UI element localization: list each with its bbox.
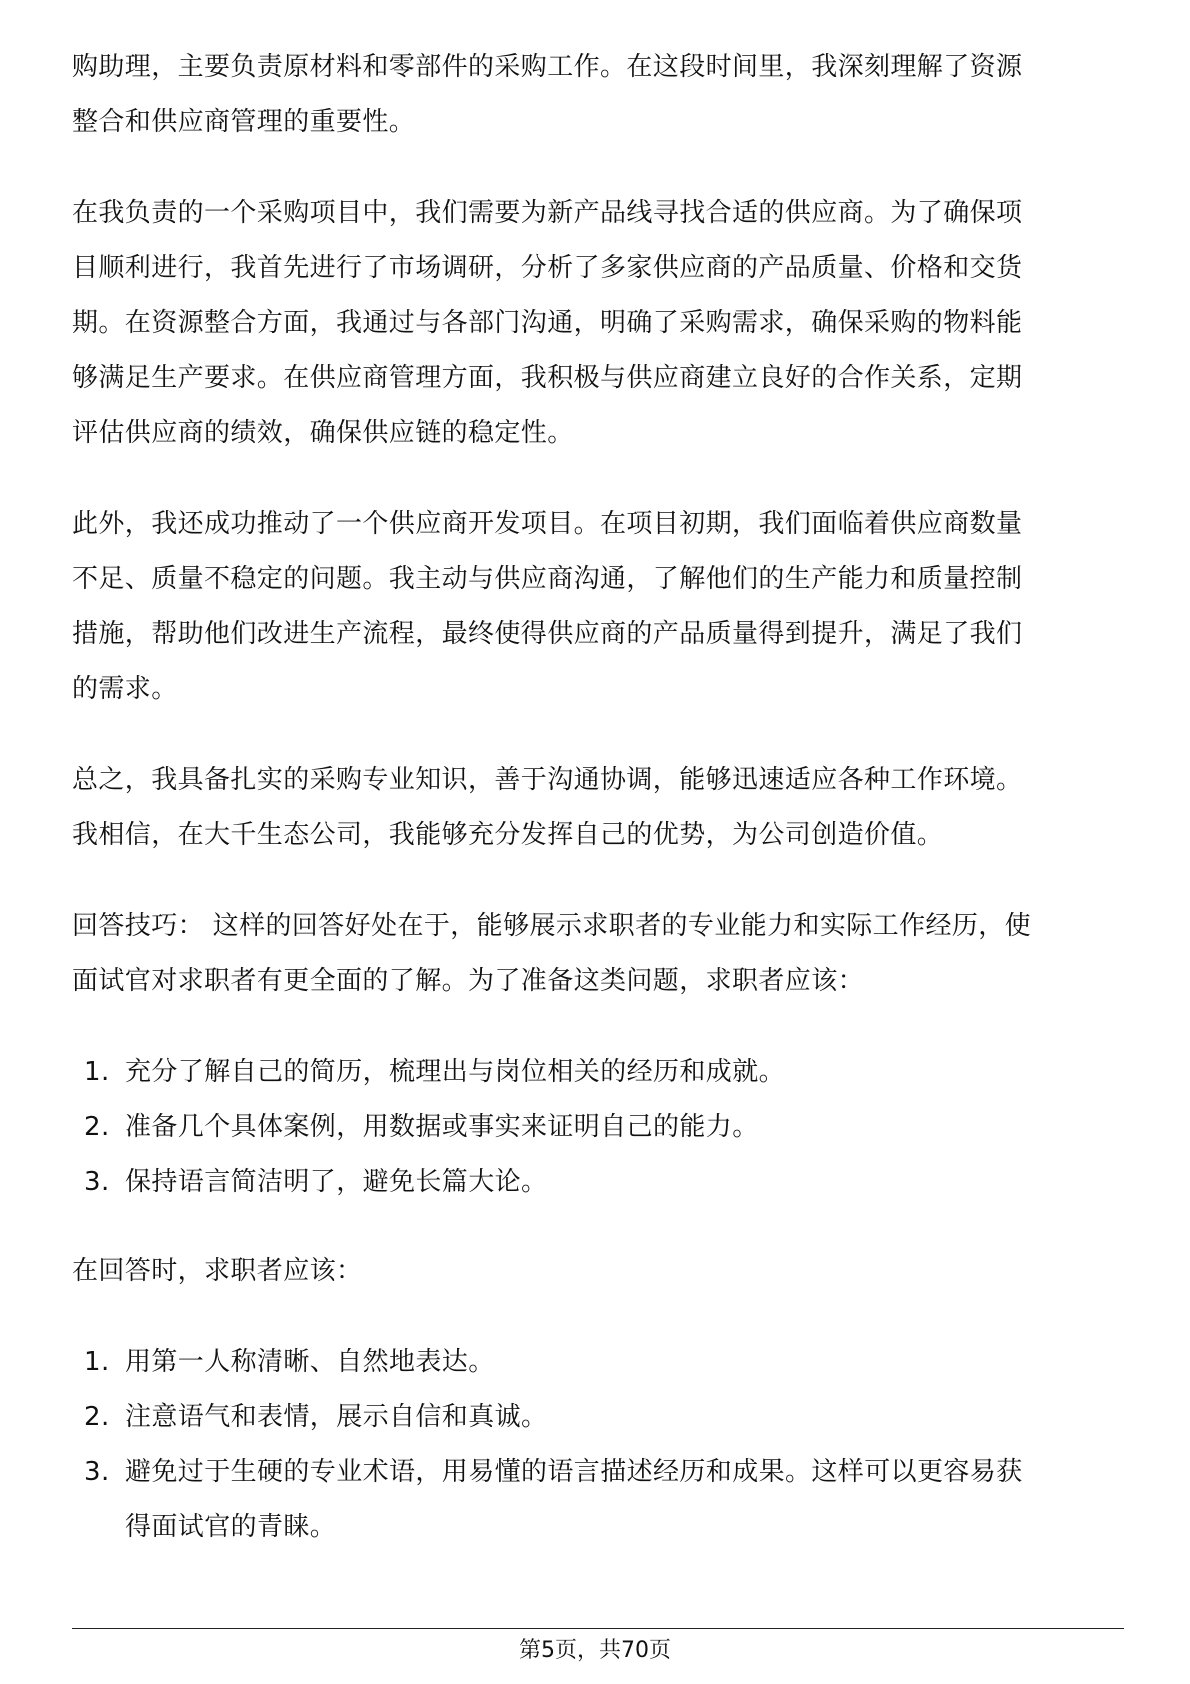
list-item [72, 1335, 1122, 1390]
footer-divider [72, 1628, 1124, 1629]
list-item [72, 1100, 1122, 1155]
list-item [72, 1390, 1122, 1445]
list-number: 1. [84, 1347, 110, 1377]
text-line: 在我负责的一个采购项目中，我们需要为新产品线寻找合适的供应商。为了确保项 [72, 198, 1023, 228]
list-item-text: 用第一人称清晰、自然地表达。 [125, 1347, 495, 1377]
list-item [72, 1155, 1122, 1210]
list-item-text: 避免过于生硬的专业术语，用易懂的语言描述经历和成果。这样可以更容易获 [125, 1457, 1023, 1487]
paragraph [72, 1244, 1122, 1299]
text-line: 面试官对求职者有更全面的了解。为了准备这类问题，求职者应该： [72, 966, 865, 996]
answer-tips-paragraph [72, 899, 1122, 1009]
preparation-list [72, 1045, 1122, 1210]
answering-list [72, 1335, 1122, 1555]
text-line: 措施，帮助他们改进生产流程，最终使得供应商的产品质量得到提升，满足了我们 [72, 619, 1023, 649]
list-number: 1. [84, 1057, 110, 1087]
list-number: 3. [84, 1167, 110, 1197]
list-item-text: 保持语言简洁明了，避免长篇大论。 [125, 1167, 548, 1197]
list-number: 3. [84, 1457, 110, 1487]
paragraph [72, 40, 1122, 150]
list-item [72, 1445, 1122, 1555]
text-line: 不足、质量不稳定的问题。我主动与供应商沟通，了解他们的生产能力和质量控制 [72, 564, 1023, 594]
text-line: 购助理，主要负责原材料和零部件的采购工作。在这段时间里，我深刻理解了资源 [72, 52, 1023, 82]
paragraph [72, 753, 1122, 863]
text-line: 评估供应商的绩效，确保供应链的稳定性。 [72, 418, 574, 448]
list-item [72, 1045, 1122, 1100]
text-line: 够满足生产要求。在供应商管理方面，我积极与供应商建立良好的合作关系，定期 [72, 363, 1023, 393]
list-item-text: 充分了解自己的简历，梳理出与岗位相关的经历和成就。 [125, 1057, 786, 1087]
list-item-text: 得面试官的青睐。 [125, 1512, 337, 1542]
text-line: 目顺利进行，我首先进行了市场调研，分析了多家供应商的产品质量、价格和交货 [72, 253, 1023, 283]
list-number: 2. [84, 1112, 110, 1142]
document-body [72, 40, 1122, 1589]
text-line: 期。在资源整合方面，我通过与各部门沟通，明确了采购需求，确保采购的物料能 [72, 308, 1023, 338]
paragraph [72, 497, 1122, 717]
text-line: 整合和供应商管理的重要性。 [72, 107, 416, 137]
page-number: 第5页，共70页 [519, 1638, 671, 1663]
text-line: 总之，我具备扎实的采购专业知识，善于沟通协调，能够迅速适应各种工作环境。 [72, 765, 1023, 795]
list-number: 2. [84, 1402, 110, 1432]
list-item-text: 准备几个具体案例，用数据或事实来证明自己的能力。 [125, 1112, 759, 1142]
text-line: 我相信，在大千生态公司，我能够充分发挥自己的优势，为公司创造价值。 [72, 820, 944, 850]
list-item-text: 注意语气和表情，展示自信和真诚。 [125, 1402, 548, 1432]
text-line: 的需求。 [72, 674, 178, 704]
text-line: 在回答时，求职者应该： [72, 1256, 363, 1286]
text-line: 此外，我还成功推动了一个供应商开发项目。在项目初期，我们面临着供应商数量 [72, 509, 1023, 539]
text-line: 回答技巧： 这样的回答好处在于，能够展示求职者的专业能力和实际工作经历，使 [72, 911, 1032, 941]
paragraph [72, 186, 1122, 461]
